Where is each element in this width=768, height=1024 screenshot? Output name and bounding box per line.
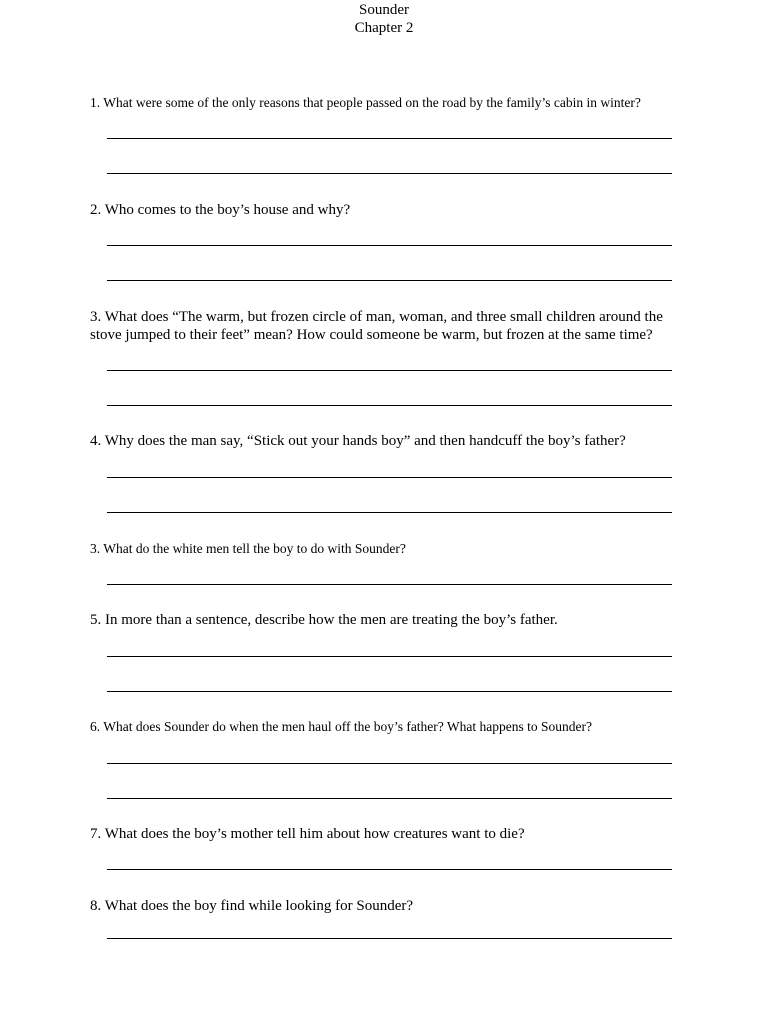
answer-line: [107, 763, 672, 764]
question-3-line-2: stove jumped to their feet” mean? How could someone be warm, but frozen at the same time?: [90, 327, 653, 343]
answer-line: [107, 691, 672, 692]
answer-line: [107, 477, 672, 478]
answer-line: [107, 138, 672, 139]
answer-line: [107, 512, 672, 513]
question-4: 4. Why does the man say, “Stick out your hands boy” and then handcuff the boy’s father?: [90, 433, 626, 449]
answer-line: [107, 869, 672, 870]
question-2: 2. Who comes to the boy’s house and why?: [90, 202, 351, 218]
question-5: 5. In more than a sentence, describe how the men are treating the boy’s father.: [90, 612, 558, 628]
answer-line: [107, 405, 672, 406]
answer-line: [107, 280, 672, 281]
question-6: 6. What does Sounder do when the men haul off the boy’s father? What happens to Sounder?: [90, 719, 593, 734]
worksheet-title: Sounder: [359, 2, 409, 18]
answer-line: [107, 798, 672, 799]
answer-line: [107, 656, 672, 657]
question-8: 8. What does the boy find while looking for Sounder?: [90, 898, 413, 914]
chapter-heading: Chapter 2: [354, 20, 414, 36]
question-7: 7. What does the boy’s mother tell him about how creatures want to die?: [90, 826, 525, 842]
answer-line: [107, 245, 672, 246]
answer-line: [107, 173, 672, 174]
question-1: 1. What were some of the only reasons that people passed on the road by the family’s cabin in winter?: [90, 95, 641, 110]
answer-line: [107, 938, 672, 939]
answer-line: [107, 370, 672, 371]
question-white-men: 3. What do the white men tell the boy to do with Sounder?: [90, 541, 406, 556]
answer-line: [107, 584, 672, 585]
question-3-line-1: 3. What does “The warm, but frozen circle of man, woman, and three small children around the: [90, 309, 663, 325]
